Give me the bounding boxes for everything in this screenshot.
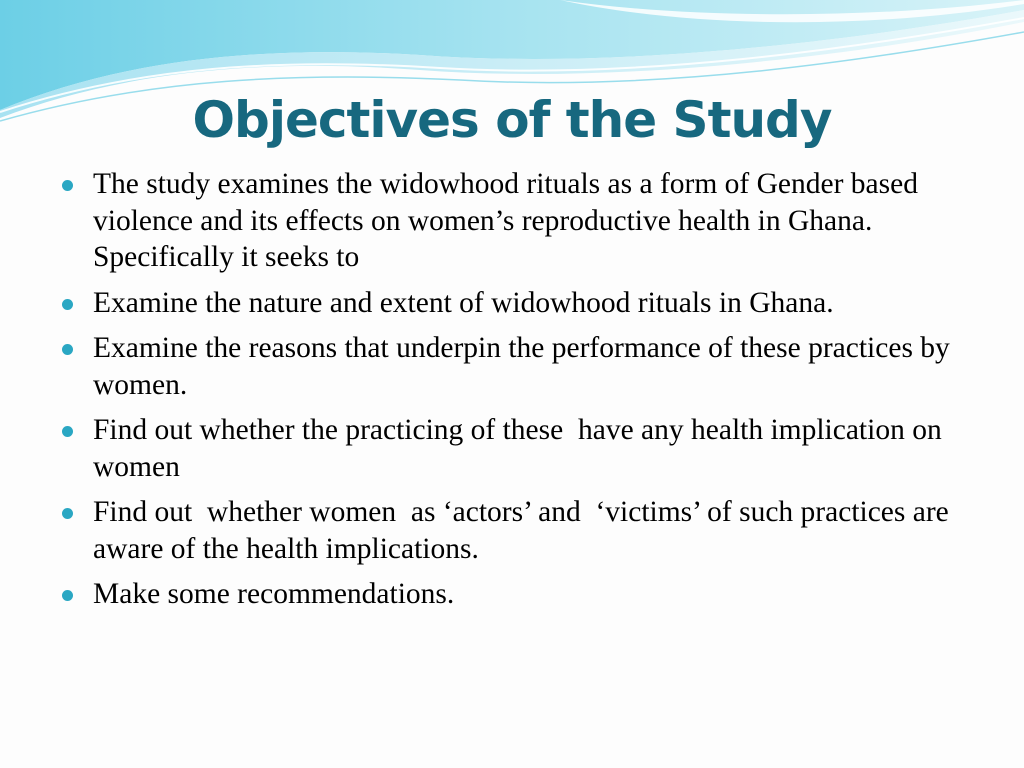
bullet-icon <box>62 508 73 519</box>
list-item <box>62 330 962 403</box>
list-item <box>62 412 962 485</box>
bullet-icon <box>62 299 73 310</box>
bullet-text: Examine the reasons that underpin the performance of these practices by women. <box>93 332 958 401</box>
bullet-text: Find out whether women as ‘actors’ and ‘victims’ of such practices are aware of the health implications. <box>93 496 957 565</box>
bullet-text: Find out whether the practicing of these have any health implication on women <box>93 414 950 483</box>
bullet-icon <box>62 344 73 355</box>
bullet-text: Examine the nature and extent of widowhood rituals in Ghana. <box>93 286 834 319</box>
list-item <box>62 494 962 567</box>
list-item <box>62 285 962 322</box>
list-item <box>62 576 962 613</box>
objectives-list <box>62 166 962 622</box>
bullet-text: The study examines the widowhood rituals as a form of Gender based violence and its effects on women’s reproductive health in Ghana. Specifically it seeks to <box>93 168 926 273</box>
bullet-icon <box>62 590 73 601</box>
page-title: Objectives of the Study <box>192 91 832 149</box>
bullet-icon <box>62 426 73 437</box>
list-item <box>62 166 962 276</box>
bullet-text: Make some recommendations. <box>93 578 455 610</box>
bullet-icon <box>62 180 73 191</box>
